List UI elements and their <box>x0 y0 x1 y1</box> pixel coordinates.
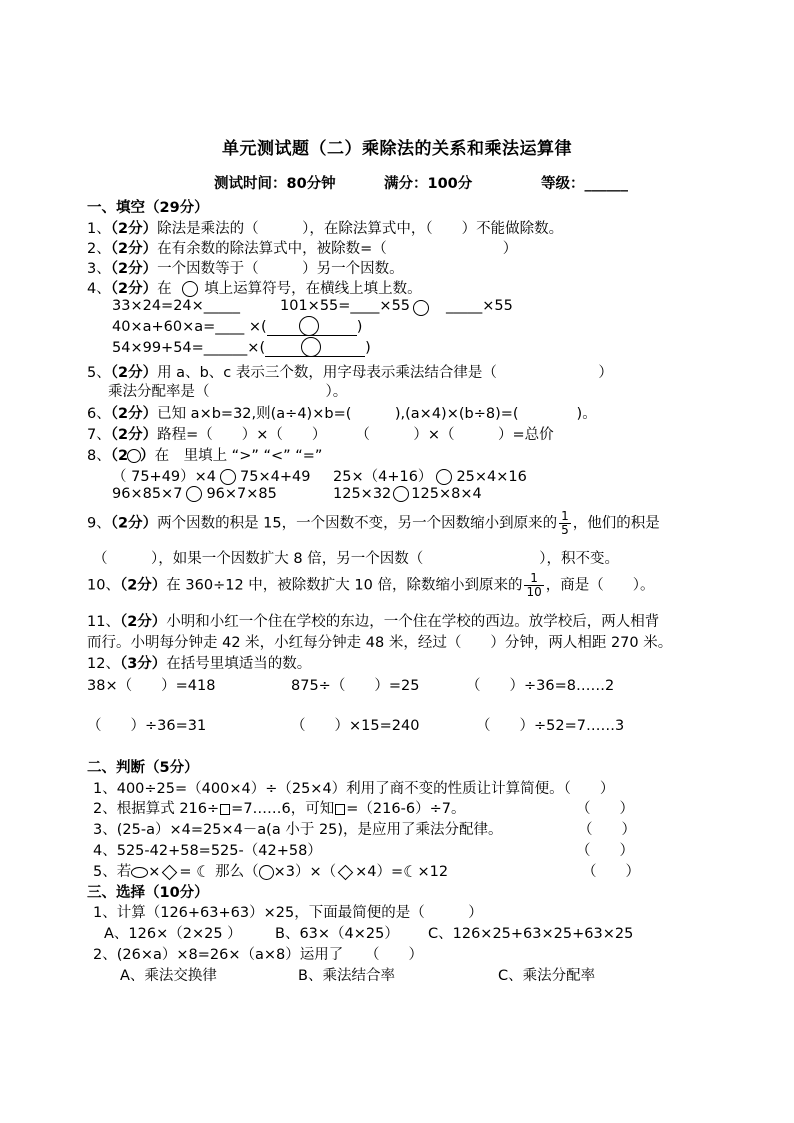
judge-3-paren: （ ） <box>578 822 636 838</box>
q4-row1-b: 101×55=____×55 <box>280 298 411 314</box>
judge-1: 1、400÷25=（400×4）÷（25×4）利用了商不变的性质让计算简便。（ ） <box>93 781 615 797</box>
question-4: 4、（2分）在 填上运算符号，在横线上填上数。 <box>87 281 422 297</box>
judge-5-paren: （ ） <box>582 864 640 880</box>
q12-a: 38×（ ）=418 <box>87 678 216 694</box>
square-blank-icon <box>220 804 230 815</box>
q4-row3: 54×99+54=______×( ) <box>112 340 371 357</box>
judge-2-paren: （ ） <box>576 801 634 817</box>
grade: 等级：______ <box>541 176 628 192</box>
oval-shape-icon <box>131 867 148 878</box>
diamond-shape-icon <box>162 864 178 880</box>
section-fill-blank-heading: 一、填空（29分） <box>87 200 209 216</box>
section-choice-heading: 三、选择（10分） <box>87 885 209 901</box>
question-9-line2: （ ），如果一个因数扩大 8 倍，另一个因数（ ），积不变。 <box>93 551 619 567</box>
circle-blank-icon <box>127 449 141 463</box>
circle-shape-icon <box>259 865 274 880</box>
choice-1: 1、计算（126+63+63）×25，下面最简便的是（ ） <box>93 905 483 921</box>
square-blank-icon <box>335 804 345 815</box>
q12-c: （ ）÷36=8……2 <box>466 678 615 694</box>
choice-1-option-c: C、126×25+63×25+63×25 <box>428 926 634 942</box>
crescent-moon-icon: ☾ <box>403 862 418 881</box>
circle-blank-icon <box>186 486 202 502</box>
judge-4: 4、525-42+58=525-（42+58） <box>93 843 322 859</box>
choice-2-option-c: C、乘法分配率 <box>498 968 596 984</box>
question-7: 7、（2分）路程=（ ）×（ ） （ ）×（ ）=总价 <box>87 427 554 443</box>
diamond-shape-icon <box>338 864 354 880</box>
choice-2-option-a: A、乘法交换律 <box>120 968 217 984</box>
choice-2-option-b: B、乘法结合率 <box>298 968 395 984</box>
q8-b: 25×（4+16） 25×4×16 <box>333 469 527 485</box>
judge-3: 3、(25-a）×4=25×4－a(a 小于 25)，是应用了乘法分配律。 <box>93 822 503 838</box>
q4-row1-a: 33×24=24×_____ <box>112 298 241 314</box>
question-11: 11、（2分）小明和小红一个住在学校的东边，一个住在学校的西边。放学校后，两人相背 <box>87 614 660 630</box>
q12-b: 875÷（ ）=25 <box>291 678 420 694</box>
q4-row1-c: _____×55 <box>446 298 513 314</box>
question-5: 5、（2分）用 a、b、c 表示三个数，用字母表示乘法结合律是（ ） <box>87 365 613 381</box>
q8-c: 96×85×7 96×7×85 <box>112 486 277 502</box>
crescent-moon-icon: ☾ <box>196 862 211 881</box>
q12-d: （ ）÷36=31 <box>87 718 207 734</box>
question-3: 3、（2分）一个因数等于（ ）另一个因数。 <box>87 261 404 277</box>
circle-blank-icon <box>220 469 236 485</box>
circle-blank-icon <box>301 337 321 357</box>
question-10: 10、（2分）在 360÷12 中，被除数扩大 10 倍，除数缩小到原来的 $\frac{1}{10}$ ，商是（ ）。 <box>87 571 655 599</box>
question-9: 9、（2分）两个因数的积是 15，一个因数不变，另一个因数缩小到原来的 $\frac{1}{5}$ ，他们的积是 <box>87 509 660 537</box>
judge-2: 2、根据算式 216÷ =7……6，可知 =（216-6）÷7。 <box>93 801 466 817</box>
question-11-line2: 而行。小明每分钟走 42 米，小红每分钟走 48 米，经过（ ）分钟，两人相距 270 米。 <box>87 635 673 651</box>
q8-d: 125×32 125×8×4 <box>333 486 482 502</box>
judge-5: 5、若 × = ☾ 那么（ ×3）×（ ×4）=☾×12 <box>93 862 449 881</box>
test-time: 测试时间：80分钟 <box>214 176 336 192</box>
q12-e: （ ）×15=240 <box>291 718 420 734</box>
question-6: 6、（2分）已知 a×b=32,则(a÷4)×b=( ),(a×4)×(b÷8)=( )。 <box>87 406 597 422</box>
fraction-one-tenth: $\frac{1}{10}$ <box>526 571 542 599</box>
circle-blank-icon <box>413 300 429 316</box>
full-score: 满分：100分 <box>384 176 473 192</box>
circle-blank-icon <box>299 316 319 336</box>
question-1: 1、（2分）除法是乘法的（ ），在除法算式中，（ ）不能做除数。 <box>87 221 564 237</box>
question-5-line2: 乘法分配率是（ ）。 <box>108 384 348 400</box>
question-2: 2、（2分）在有余数的除法算式中，被除数=（ ） <box>87 241 518 257</box>
q4-row2: 40×a+60×a=____ ×( ) <box>112 319 362 336</box>
q12-f: （ ）÷52=7……3 <box>476 718 625 734</box>
choice-1-option-a: A、126×（2×25 ） <box>104 926 242 942</box>
choice-2: 2、(26×a）×8=26×（a×8）运用了 （ ） <box>93 947 424 963</box>
question-8: 8、（2 ）在 里填上 “>” “<” “=” <box>87 448 323 464</box>
circle-blank-icon <box>393 486 409 502</box>
judge-4-paren: （ ） <box>576 843 634 859</box>
q8-a: （ 75+49）×4 75×4+49 <box>112 469 311 485</box>
fraction-one-fifth: $\frac{1}{5}$ <box>561 509 569 537</box>
choice-1-option-b: B、63×（4×25） <box>275 926 399 942</box>
page-title: 单元测试题（二）乘除法的关系和乘法运算律 <box>222 139 572 159</box>
section-judge-heading: 二、判断（5分） <box>87 760 199 776</box>
circle-blank-icon <box>436 469 452 485</box>
circle-blank-icon <box>182 281 198 297</box>
question-12: 12、（3分）在括号里填适当的数。 <box>87 656 312 672</box>
